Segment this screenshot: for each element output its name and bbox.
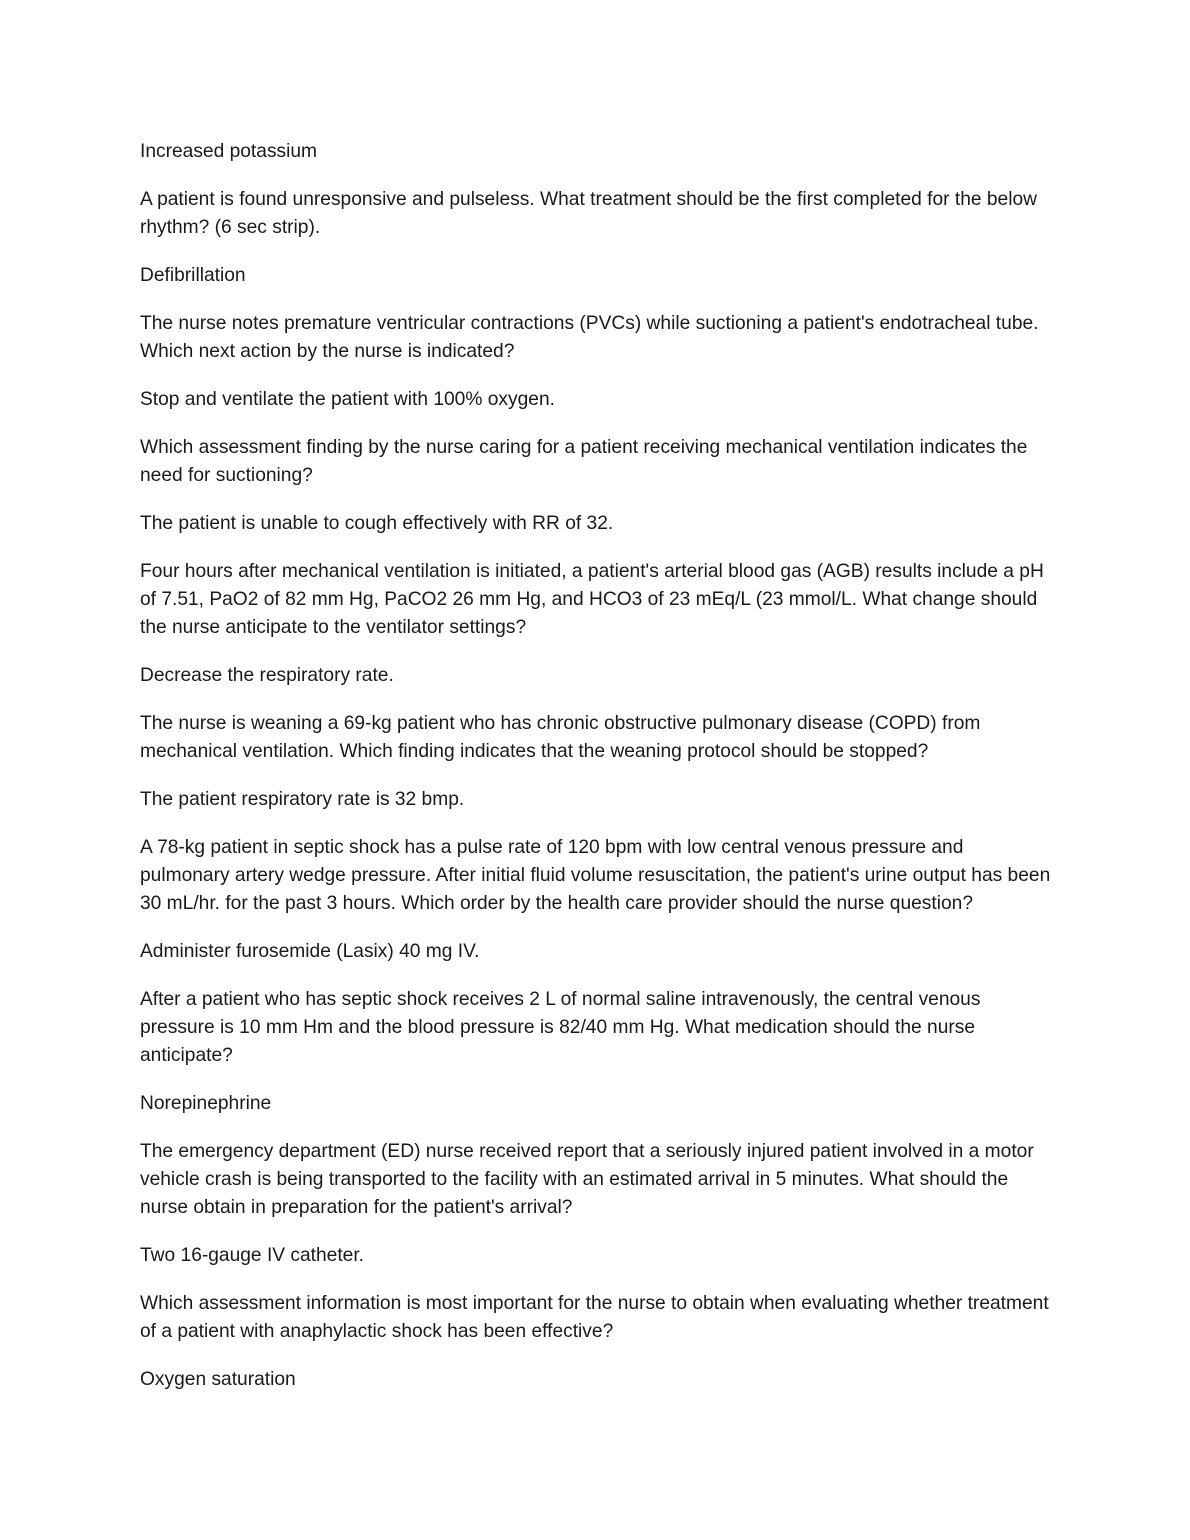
question-paragraph: The nurse is weaning a 69-kg patient who has chronic obstructive pulmonary disease (COPD) from mechanical ventilation. Which finding indicates that the weaning protocol should be stopped? (140, 713, 981, 762)
answer-paragraph: Norepinephrine (140, 1093, 272, 1114)
answer-paragraph: The patient is unable to cough effectively with RR of 32. (140, 513, 614, 534)
question-paragraph: The emergency department (ED) nurse received report that a seriously injured patient involved in a motor vehicle crash is being transported to the facility with an estimated arrival in 5 minutes. What should the nurse obtain in preparation for the patient's arrival? (140, 1141, 1034, 1218)
answer-paragraph: Increased potassium (140, 141, 318, 162)
answer-paragraph: The patient respiratory rate is 32 bmp. (140, 789, 465, 810)
answer-paragraph: Stop and ventilate the patient with 100% oxygen. (140, 389, 555, 410)
question-paragraph: Four hours after mechanical ventilation is initiated, a patient's arterial blood gas (AGB) results include a pH of 7.51, PaO2 of 82 mm Hg, PaCO2 26 mm Hg, and HCO3 of 23 mEq/L (23 mmol/L. What change should the nurse anticipate to the ventilator settings? (140, 561, 1044, 638)
question-paragraph: A patient is found unresponsive and pulseless. What treatment should be the first completed for the below rhythm? (6 sec strip). (140, 189, 1038, 238)
question-paragraph: Which assessment finding by the nurse caring for a patient receiving mechanical ventilation indicates the need for suctioning? (140, 437, 1028, 486)
document-body (140, 138, 1055, 1414)
answer-paragraph: Administer furosemide (Lasix) 40 mg IV. (140, 941, 480, 962)
question-paragraph: A 78-kg patient in septic shock has a pulse rate of 120 bpm with low central venous pressure and pulmonary artery wedge pressure. After initial fluid volume resuscitation, the patient's urine output has been 30 mL/hr. for the past 3 hours. Which order by the health care provider should the nurse question? (140, 837, 1051, 914)
answer-paragraph: Two 16-gauge IV catheter. (140, 1245, 364, 1266)
answer-paragraph: Decrease the respiratory rate. (140, 665, 394, 686)
question-paragraph: After a patient who has septic shock receives 2 L of normal saline intravenously, the central venous pressure is 10 mm Hm and the blood pressure is 82/40 mm Hg. What medication should the nurse anticipate? (140, 989, 981, 1066)
question-paragraph: Which assessment information is most important for the nurse to obtain when evaluating whether treatment of a patient with anaphylactic shock has been effective? (140, 1293, 1049, 1342)
answer-paragraph: Defibrillation (140, 265, 246, 286)
answer-paragraph: Oxygen saturation (140, 1369, 296, 1390)
question-paragraph: The nurse notes premature ventricular contractions (PVCs) while suctioning a patient's endotracheal tube. Which next action by the nurse is indicated? (140, 313, 1039, 362)
